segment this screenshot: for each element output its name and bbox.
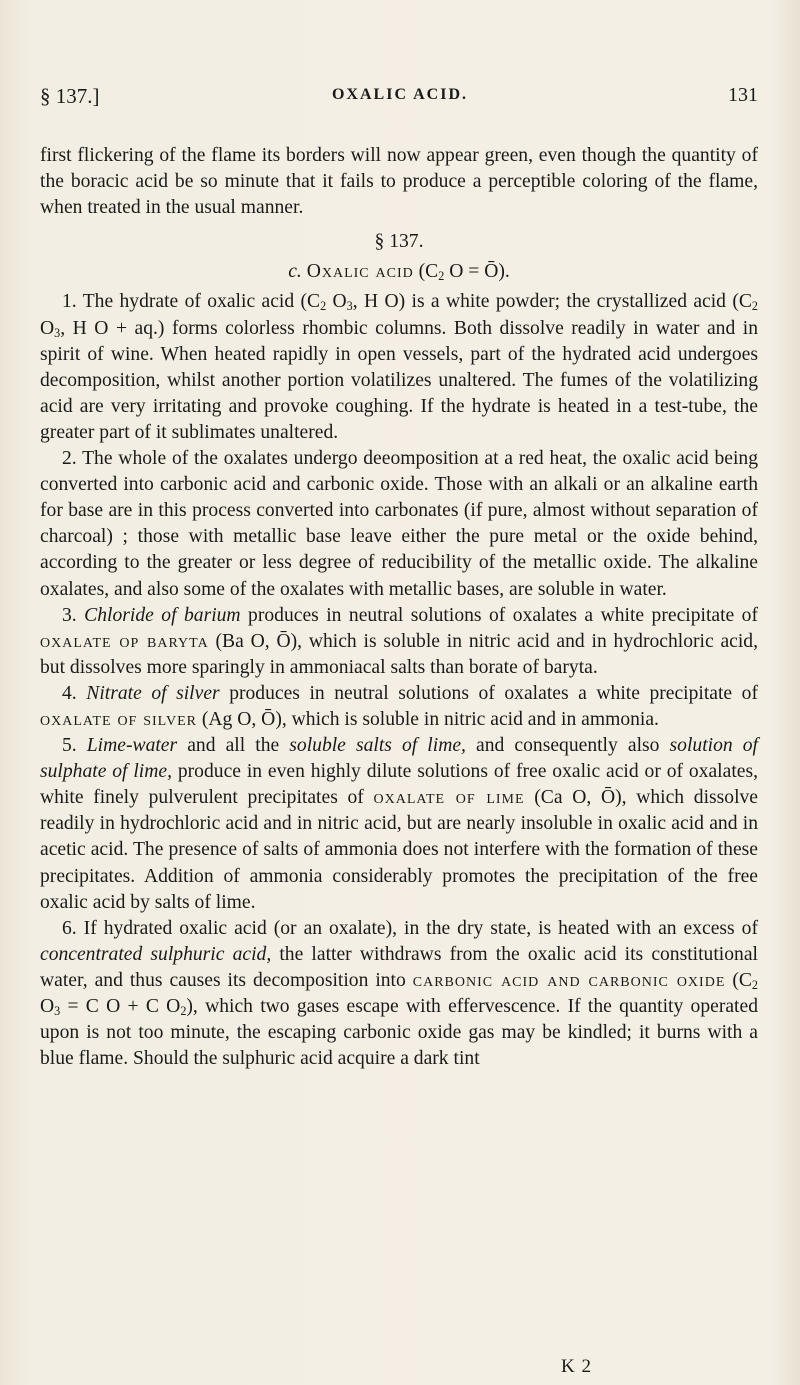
running-head-section: § 137.] <box>40 84 100 108</box>
paragraph-2: 2. The whole of the oxalates undergo deeomposition at a red heat, the oxalic acid being converted into carbonic acid and carbonic oxide. Those with an alkali or an alkaline earth for base are in this process converted into carbonates (if pure, almost without separation of charcoal) ; those with metallic base leave either the pure metal or the oxide behind, according to the greater or less degree of reducibility of the metallic oxide. The alkaline oxalates, and also some of the oxalates with metallic bases, are soluble in water. <box>40 448 758 600</box>
section-name: Oxalic acid <box>306 261 414 283</box>
paragraph-5: 5. Lime-water and all the soluble salts of lime, and consequently also solution of sulphate of lime, produce in even highly dilute solutions of free oxalic acid or of oxalates, white finely pulverulent precipitates of oxalate of lime (Ca O, Ō), which dissolve readily in hydrochloric acid and in nitric acid, but are nearly insoluble in oxalic acid and in acetic acid. The presence of salts of ammonia does not interfere with the formation of these precipitates. Addition of ammonia considerably promotes the precipitation of the free oxalic acid by salts of lime. <box>40 735 759 913</box>
paragraph-1: 1. The hydrate of oxalic acid ($C_2$ $O_3$, H O) is a white powder; the crystallized acid ($C_2$ $O_3$, H O + aq.) forms colorless rhombic columns. Both dissolve readily in water and in spirit of wine. When heated rapidly in open vessels, part of the hydrated acid undergoes decomposition, whilst another portion volatilizes unaltered. The fumes of the volatilizing acid are very irritating and provoke coughing. If the hydrate is heated in a test-tube, the greater part of it sublimates unaltered. <box>40 291 758 443</box>
intro-paragraph: first flickering of the flame its borders will now appear green, even though the quantity of the boracic acid be so minute that it fails to produce a perceptible coloring of the flame, when treated in the usual manner. <box>40 145 758 219</box>
section-letter: c. <box>288 261 302 283</box>
running-head-title: OXALIC ACID. <box>331 86 468 103</box>
page-body <box>40 143 758 1072</box>
paragraph-6: 6. If hydrated oxalic acid (or an oxalate), in the dry state, is heated with an excess of concentrated sulphuric acid, the latter withdraws from the oxalic acid its constitutional water, and thus causes its decomposition into carbonic acid and carbonic oxide ($C_2$ $O_3 = C$ O + C $O_2$), which two gases escape with effervescence. If the quantity operated upon is not too minute, the escaping carbonic oxide gas may be kindled; it burns with a blue flame. Should the sulphuric acid acquire a dark tint <box>40 917 758 1070</box>
section-title <box>40 259 758 285</box>
page-number: 131 <box>728 84 758 106</box>
paragraph-4: 4. Nitrate of silver produces in neutral solutions of oxalates a white precipitate of oxalate of silver (Ag O, Ō), which is soluble in nitric acid and in ammonia. <box>40 682 759 730</box>
section-number: § 137. <box>374 231 424 253</box>
section-formula: ($C_2$ O = Ō). <box>418 261 510 284</box>
paragraph-3: 3. Chloride of barium produces in neutral solutions of oxalates a white precipitate of oxalate op baryta (Ba O, Ō), which is soluble in nitric acid and in hydrochloric acid, but dissolves more sparingly in ammoniacal salts than borate of baryta. <box>40 604 759 678</box>
signature-mark: K 2 <box>561 1356 592 1377</box>
